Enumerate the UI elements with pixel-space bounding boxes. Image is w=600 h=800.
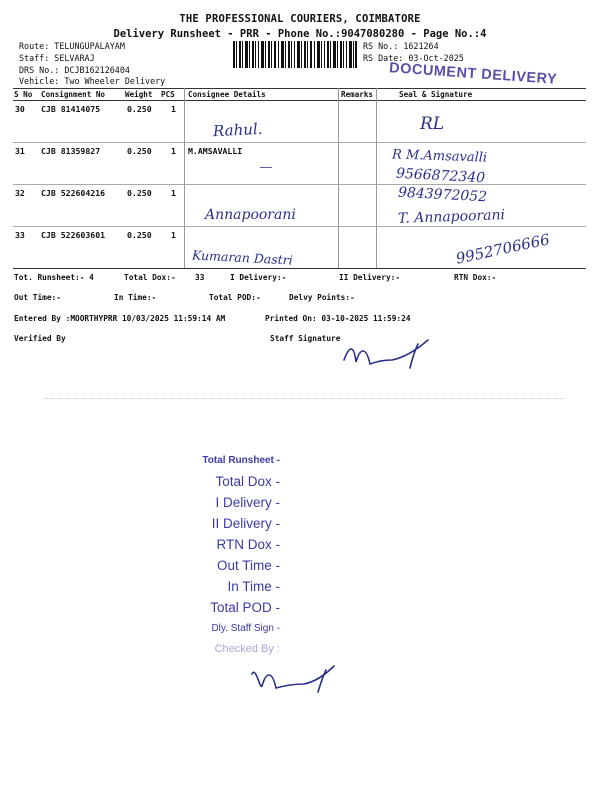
col-header-consignee: Consignee Details: [188, 90, 266, 99]
col-header-weight: Weight: [125, 90, 153, 99]
summary-stamp: [170, 450, 280, 660]
route-label: Route: TELUNGUPALAYAM: [19, 41, 125, 51]
table-cell-weight: 0.250: [127, 104, 152, 114]
rs-number: RS No.: 1621264: [363, 41, 439, 51]
out-time: Out Time:-: [14, 293, 61, 302]
stamp-i-delivery: I Delivery -: [215, 495, 280, 510]
staff-signature-scribble: [340, 338, 435, 370]
drs-number: DRS No.: DCJB162126404: [19, 65, 130, 75]
total-dox-label: Total Dox:-: [124, 273, 176, 282]
handwritten-signature: T. Annapoorani: [397, 207, 506, 227]
table-cell-weight: 0.250: [127, 230, 152, 240]
handwritten-phone: 9952706666: [454, 230, 552, 268]
stamp-out-time: Out Time -: [216, 558, 280, 573]
verified-by: Verified By: [14, 334, 66, 343]
table-cell-pcs: 1: [171, 146, 176, 156]
stamp-checked-by: Checked By :: [214, 643, 280, 655]
i-delivery: I Delivery:-: [230, 273, 287, 282]
handwritten-signature: R M.Amsavalli: [391, 147, 488, 166]
delivery-points: Delvy Points:-: [289, 293, 355, 302]
runsheet-subtitle: Delivery Runsheet - PRR - Phone No.:9047080280 - Page No.:4: [113, 28, 487, 40]
col-header-seal-signature: Seal & Signature: [399, 90, 473, 99]
handwritten-mark: ―: [260, 160, 272, 174]
column-divider: [184, 88, 185, 268]
stamp-in-time: In Time -: [227, 579, 280, 594]
table-top-border: [13, 88, 586, 89]
handwritten-signature: RL: [420, 114, 445, 134]
ii-delivery: II Delivery:-: [339, 273, 401, 282]
col-header-consignment: Consignment No: [41, 90, 106, 99]
total-pod: Total POD:-: [209, 293, 261, 302]
in-time: In Time:-: [114, 293, 157, 302]
table-cell-sno: 33: [15, 230, 25, 240]
table-cell-sno: 31: [15, 146, 25, 156]
rtn-dox: RTN Dox:-: [454, 273, 497, 282]
rs-date: RS Date: 03-Oct-2025: [363, 53, 464, 63]
staff-signature-label: Staff Signature: [270, 334, 341, 343]
company-title: THE PROFESSIONAL COURIERS, COIMBATORE: [179, 13, 421, 25]
column-divider: [338, 88, 339, 268]
total-dox-value: 33: [195, 273, 205, 282]
table-cell-consignee: M.AMSAVALLI: [188, 146, 243, 156]
printed-on: Printed On: 03-10-2025 11:59:24: [265, 314, 411, 323]
table-cell-weight: 0.250: [127, 146, 152, 156]
handwritten-name: Annapoorani: [205, 207, 296, 223]
row-divider: [13, 142, 586, 143]
table-cell-sno: 30: [15, 104, 25, 114]
stamp-rtn-dox: RTN Dox -: [216, 537, 280, 552]
table-cell-consignment: CJB 522604216: [41, 188, 106, 198]
stamp-total-runsheet: Total Runsheet -: [202, 455, 280, 466]
document-delivery-stamp: DOCUMENT DELIVERY: [388, 60, 558, 88]
stamp-total-dox: Total Dox -: [215, 474, 280, 489]
table-cell-consignment: CJB 81414075: [41, 104, 101, 114]
table-cell-weight: 0.250: [127, 188, 152, 198]
stamp-ii-delivery: II Delivery -: [211, 516, 280, 531]
col-header-sno: S No: [14, 90, 33, 99]
barcode: [233, 41, 358, 68]
col-header-pcs: PCS: [161, 90, 175, 99]
table-bottom-border: [13, 268, 586, 269]
row-divider: [13, 226, 586, 227]
table-header-border: [13, 100, 586, 101]
table-cell-consignment: CJB 522603601: [41, 230, 106, 240]
staff-label: Staff: SELVARAJ: [19, 53, 95, 63]
stamp-staff-sign: Dly. Staff Sign -: [211, 623, 280, 634]
stamp-total-pod: Total POD -: [210, 600, 280, 615]
table-cell-consignment: CJB 81359827: [41, 146, 101, 156]
table-cell-pcs: 1: [171, 188, 176, 198]
entered-by: Entered By :MOORTHYPRR 10/03/2025 11:59:14 AM: [14, 314, 226, 323]
row-divider: [13, 184, 586, 185]
handwritten-phone: 9566872340: [395, 165, 486, 187]
total-runsheet: Tot. Runsheet:- 4: [14, 273, 94, 282]
perforation-line: [44, 398, 564, 399]
table-cell-pcs: 1: [171, 104, 176, 114]
vehicle-label: Vehicle: Two Wheeler Delivery: [19, 76, 166, 86]
handwritten-name: Kumaran Dastri: [191, 247, 294, 268]
table-cell-pcs: 1: [171, 230, 176, 240]
checker-signature-scribble: [248, 660, 338, 694]
col-header-remarks: Remarks: [341, 90, 374, 99]
handwritten-phone: 9843972052: [397, 184, 488, 206]
handwritten-name: Rahul.: [212, 119, 263, 141]
column-divider: [376, 88, 377, 268]
table-cell-sno: 32: [15, 188, 25, 198]
